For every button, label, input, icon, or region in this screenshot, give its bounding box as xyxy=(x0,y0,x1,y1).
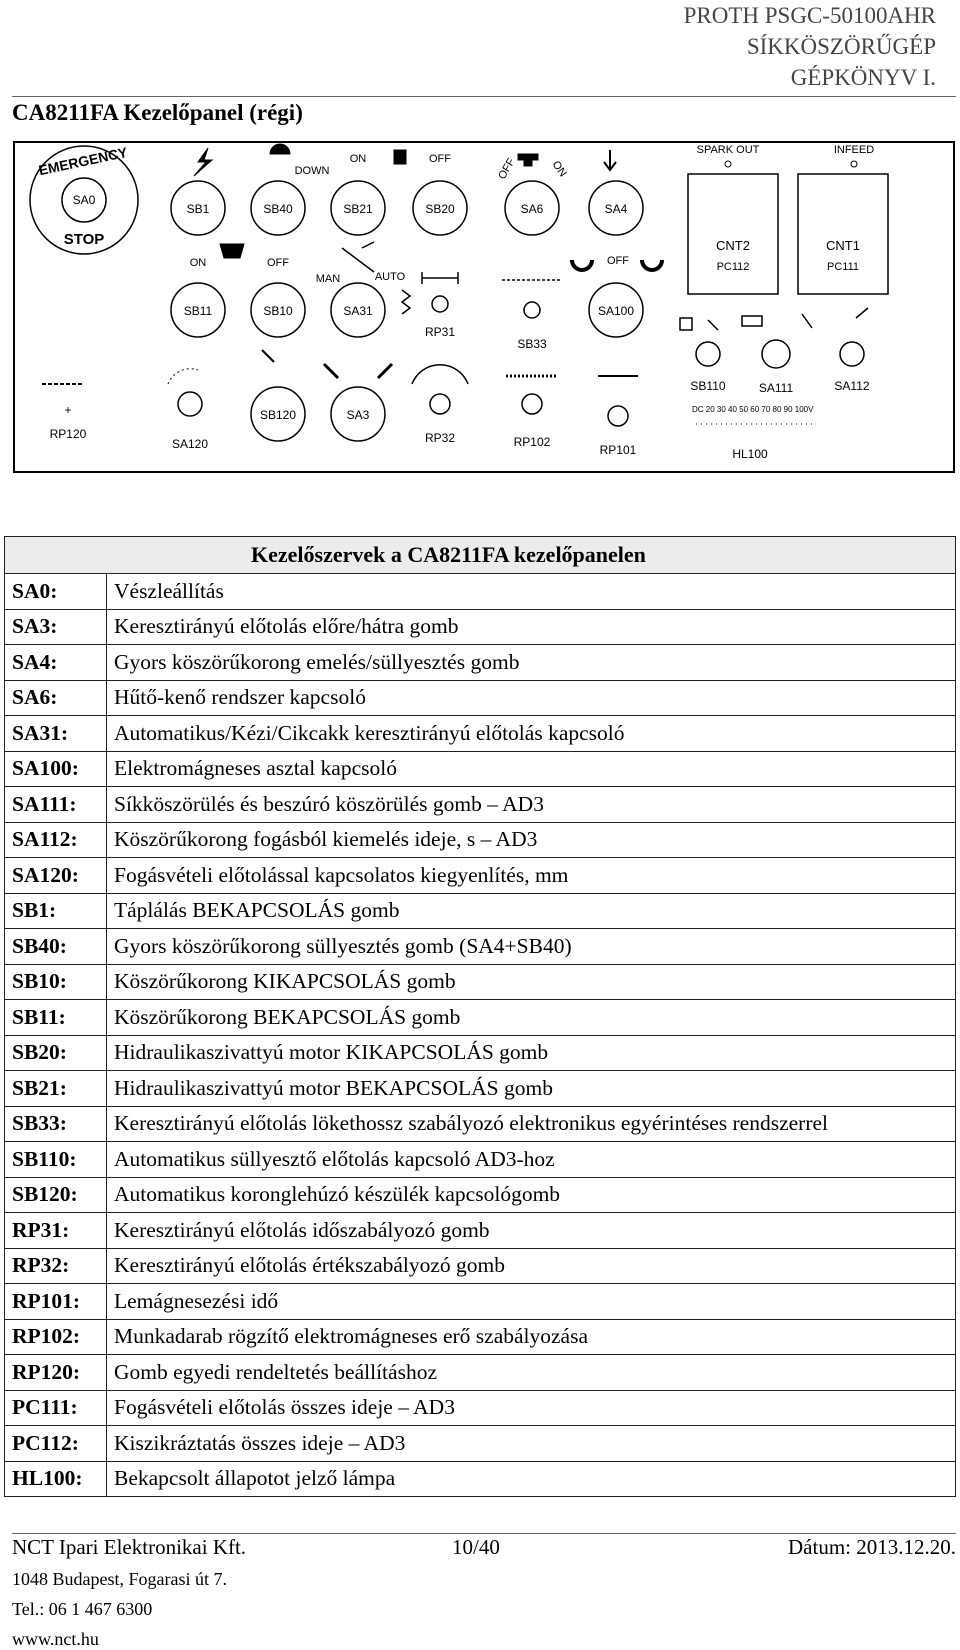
table-row xyxy=(5,858,956,894)
svg-text:RP101: RP101 xyxy=(599,443,637,457)
control-description: Hűtő-kenő rendszer kapcsoló xyxy=(107,680,956,716)
control-description: Táplálás BEKAPCSOLÁS gomb xyxy=(107,893,956,929)
panel-title: CA8211FA Kezelőpanel (régi) xyxy=(12,100,303,125)
table-row xyxy=(5,1035,956,1071)
knob-sb1[interactable] xyxy=(171,181,225,235)
label-emergency: EMERGENCY xyxy=(37,143,129,179)
control-code: SB11: xyxy=(5,1000,107,1036)
control-description: Automatikus/Kézi/Cikcakk keresztirányú előtolás kapcsoló xyxy=(107,716,956,752)
table-row xyxy=(5,787,956,823)
knob-sb21[interactable] xyxy=(331,181,385,235)
control-code: SA3: xyxy=(5,609,107,645)
control-description: Köszörűkorong KIKAPCSOLÁS gomb xyxy=(107,964,956,1000)
svg-text:SB110: SB110 xyxy=(690,379,726,393)
label-off-coolant: OFF xyxy=(496,156,518,182)
pot-rp31[interactable] xyxy=(425,296,455,339)
button-sb33[interactable] xyxy=(517,302,547,351)
dresser-icon xyxy=(262,350,274,362)
table-row xyxy=(5,1000,956,1036)
label-down: DOWN xyxy=(294,165,330,177)
svg-text:SA6: SA6 xyxy=(520,202,544,216)
svg-text:SA31: SA31 xyxy=(343,304,373,318)
control-description: Síkköszörülés és beszúró köszörülés gomb – AD3 xyxy=(107,787,956,823)
pot-rp101[interactable] xyxy=(598,376,638,457)
control-panel-diagram xyxy=(12,140,956,498)
control-code: SB33: xyxy=(5,1106,107,1142)
control-description: Bekapcsolt állapotot jelző lámpa xyxy=(107,1461,956,1497)
control-code: SA4: xyxy=(5,645,107,681)
label-infeed: INFEED xyxy=(833,144,875,157)
coolant-tap-icon xyxy=(518,154,538,166)
control-code: RP101: xyxy=(5,1284,107,1320)
svg-text:SB40: SB40 xyxy=(263,202,293,216)
control-code: RP102: xyxy=(5,1319,107,1355)
controls-table-body xyxy=(5,574,956,1497)
control-description: Munkadarab rögzítő elektromágneses erő szabályozása xyxy=(107,1319,956,1355)
label-off-magnet: OFF xyxy=(607,255,629,267)
lightning-icon xyxy=(194,148,212,176)
control-code: SB40: xyxy=(5,929,107,965)
pot-rp120[interactable] xyxy=(42,384,87,441)
mode-arrows-icon xyxy=(342,242,374,272)
control-description: Fogásvételi előtolás összes ideje – AD3 xyxy=(107,1390,956,1426)
table-row xyxy=(5,609,956,645)
knob-sb10[interactable] xyxy=(251,283,305,337)
control-description: Fogásvételi előtolással kapcsolatos kiegyenlítés, mm xyxy=(107,858,956,894)
control-code: SB110: xyxy=(5,1142,107,1178)
control-code: SA120: xyxy=(5,858,107,894)
control-code: SB120: xyxy=(5,1177,107,1213)
footer-web: www.nct.hu xyxy=(12,1629,99,1649)
counter-cnt2-pc112 xyxy=(688,174,778,294)
table-row xyxy=(5,680,956,716)
control-code: SB1: xyxy=(5,893,107,929)
table-row xyxy=(5,1106,956,1142)
table-row xyxy=(5,1426,956,1462)
table-row xyxy=(5,645,956,681)
table-row xyxy=(5,1284,956,1320)
svg-text:SB21: SB21 xyxy=(343,202,373,216)
controls-table xyxy=(4,536,956,1497)
label-on-coolant: ON xyxy=(549,158,569,180)
knob-sa100[interactable] xyxy=(589,283,643,337)
control-code: PC112: xyxy=(5,1426,107,1462)
control-description: Köszörűkorong BEKAPCSOLÁS gomb xyxy=(107,1000,956,1036)
emergency-stop-button[interactable] xyxy=(30,144,138,254)
table-row xyxy=(5,1461,956,1497)
control-description: Gyors köszörűkorong emelés/süllyesztés gomb xyxy=(107,645,956,681)
table-row xyxy=(5,1390,956,1426)
table-row xyxy=(5,1071,956,1107)
table-row xyxy=(5,822,956,858)
infeed-mode-icons xyxy=(680,308,868,330)
voltmeter-hl100 xyxy=(692,405,816,461)
header-model: PROTH PSGC-50100AHR xyxy=(683,3,936,28)
footer-date: Dátum: 2013.12.20. xyxy=(788,1535,956,1559)
control-description: Automatikus süllyesztő előtolás kapcsoló AD3-hoz xyxy=(107,1142,956,1178)
voltage-scale: DC 20 30 40 50 60 70 80 90 100V xyxy=(692,405,814,414)
document-header xyxy=(684,0,936,93)
control-code: SB20: xyxy=(5,1035,107,1071)
table-row xyxy=(5,1319,956,1355)
zigzag-icon xyxy=(402,290,410,314)
control-description: Kiszikráztatás összes ideje – AD3 xyxy=(107,1426,956,1462)
wheel-up-down-icon xyxy=(604,150,616,170)
label-on-pump: ON xyxy=(349,153,367,165)
footer-phone: Tel.: 06 1 467 6300 xyxy=(12,1599,153,1619)
svg-text:SA4: SA4 xyxy=(604,202,628,216)
svg-text:SA100: SA100 xyxy=(597,304,635,318)
svg-text:SA3: SA3 xyxy=(346,408,370,422)
control-description: Köszörűkorong fogásból kiemelés ideje, s – AD3 xyxy=(107,822,956,858)
header-divider xyxy=(12,96,956,97)
svg-text:SA120: SA120 xyxy=(171,437,209,451)
svg-text:PC111: PC111 xyxy=(826,261,860,273)
control-code: SA0: xyxy=(5,574,107,610)
control-code: RP31: xyxy=(5,1213,107,1249)
label-man: MAN xyxy=(315,273,341,285)
svg-text:RP31: RP31 xyxy=(424,325,456,339)
knob-sa6[interactable] xyxy=(505,181,559,235)
control-code: PC111: xyxy=(5,1390,107,1426)
svg-text:SB1: SB1 xyxy=(186,202,210,216)
svg-text:CNT1: CNT1 xyxy=(826,238,860,253)
grinding-wheel-icon xyxy=(220,244,244,258)
stroke-length-icon xyxy=(422,272,458,284)
label-stop: STOP xyxy=(63,231,105,248)
footer-divider xyxy=(12,1533,956,1534)
control-description: Lemágnesezési idő xyxy=(107,1284,956,1320)
control-code: SA111: xyxy=(5,787,107,823)
svg-text:SA111: SA111 xyxy=(758,381,794,395)
footer-page-number: 10/40 xyxy=(452,1535,500,1559)
table-row xyxy=(5,893,956,929)
control-description: Automatikus koronglehúzó készülék kapcsológomb xyxy=(107,1177,956,1213)
svg-text:SB120: SB120 xyxy=(259,408,297,422)
svg-text:SB11: SB11 xyxy=(183,304,213,318)
selector-sa120[interactable] xyxy=(168,369,208,451)
table-row xyxy=(5,1248,956,1284)
control-description: Keresztirányú előtolás időszabályozó gomb xyxy=(107,1213,956,1249)
svg-text:SB20: SB20 xyxy=(425,202,455,216)
pot-rp32[interactable] xyxy=(412,365,468,445)
knob-sb11[interactable] xyxy=(171,283,225,337)
control-code: RP32: xyxy=(5,1248,107,1284)
table-row xyxy=(5,574,956,610)
control-code: SA6: xyxy=(5,680,107,716)
table-row xyxy=(5,751,956,787)
table-row xyxy=(5,929,956,965)
knob-sa3[interactable] xyxy=(331,387,385,441)
svg-text:CNT2: CNT2 xyxy=(716,238,750,253)
pot-rp102[interactable] xyxy=(506,376,558,449)
svg-text:RP102: RP102 xyxy=(513,435,551,449)
svg-text:RP32: RP32 xyxy=(424,431,456,445)
control-code: SA100: xyxy=(5,751,107,787)
label-off-pump: OFF xyxy=(429,153,451,165)
control-description: Keresztirányú előtolás lökethossz szabályozó elektronikus egyérintéses rendszerrel xyxy=(107,1106,956,1142)
panel-border xyxy=(14,142,954,472)
knob-sa4[interactable] xyxy=(589,181,643,235)
svg-text:+: + xyxy=(64,403,72,417)
counter-cnt1-pc111 xyxy=(798,174,888,294)
control-code: SA31: xyxy=(5,716,107,752)
svg-text:SB33: SB33 xyxy=(517,337,547,351)
control-description: Keresztirányú előtolás előre/hátra gomb xyxy=(107,609,956,645)
svg-text:SB10: SB10 xyxy=(263,304,293,318)
label-spark-out: SPARK OUT xyxy=(696,144,760,157)
knob-sb20[interactable] xyxy=(413,181,467,235)
control-code: SA112: xyxy=(5,822,107,858)
control-description: Gyors köszörűkorong süllyesztés gomb (SA4+SB40) xyxy=(107,929,956,965)
knob-sb40[interactable] xyxy=(251,181,305,235)
table-row xyxy=(5,1355,956,1391)
selector-sa112[interactable] xyxy=(834,342,869,393)
label-on-wheel: ON xyxy=(189,257,207,269)
header-book: GÉPKÖNYV I. xyxy=(790,65,936,90)
control-code: RP120: xyxy=(5,1355,107,1391)
knob-sa31[interactable] xyxy=(331,283,385,337)
table-row xyxy=(5,716,956,752)
control-description: Vészleállítás xyxy=(107,574,956,610)
svg-text:RP120: RP120 xyxy=(49,427,87,441)
table-row xyxy=(5,1213,956,1249)
control-code: SB10: xyxy=(5,964,107,1000)
button-sb110[interactable] xyxy=(690,342,725,393)
control-code: SB21: xyxy=(5,1071,107,1107)
button-sa111[interactable] xyxy=(759,340,794,395)
table-row xyxy=(5,964,956,1000)
lamp-icon xyxy=(270,144,290,154)
knob-sb120[interactable] xyxy=(251,387,305,441)
control-description: Hidraulikaszivattyú motor BEKAPCSOLÁS gomb xyxy=(107,1071,956,1107)
table-row xyxy=(5,1177,956,1213)
control-code: HL100: xyxy=(5,1461,107,1497)
control-description: Hidraulikaszivattyú motor KIKAPCSOLÁS gomb xyxy=(107,1035,956,1071)
control-description: Keresztirányú előtolás értékszabályozó gomb xyxy=(107,1248,956,1284)
control-description: Gomb egyedi rendeltetés beállításhoz xyxy=(107,1355,956,1391)
label-auto: AUTO xyxy=(374,271,406,283)
svg-text:SA112: SA112 xyxy=(834,379,870,393)
control-description: Elektromágneses asztal kapcsoló xyxy=(107,751,956,787)
table-row xyxy=(5,1142,956,1178)
header-machine: SÍKKÖSZÖRŰGÉP xyxy=(746,34,936,59)
pump-icon xyxy=(394,150,406,164)
svg-text:PC112: PC112 xyxy=(716,261,750,273)
label-off-wheel: OFF xyxy=(267,257,289,269)
label-sa0: SA0 xyxy=(72,193,96,207)
feed-direction-arrows-icon xyxy=(324,364,392,378)
footer-address: 1048 Budapest, Fogarasi út 7. xyxy=(12,1569,227,1589)
table-title: Kezelőszervek a CA8211FA kezelőpanelen xyxy=(5,537,956,574)
footer-company: NCT Ipari Elektronikai Kft. xyxy=(12,1535,247,1559)
svg-text:HL100: HL100 xyxy=(732,447,768,461)
